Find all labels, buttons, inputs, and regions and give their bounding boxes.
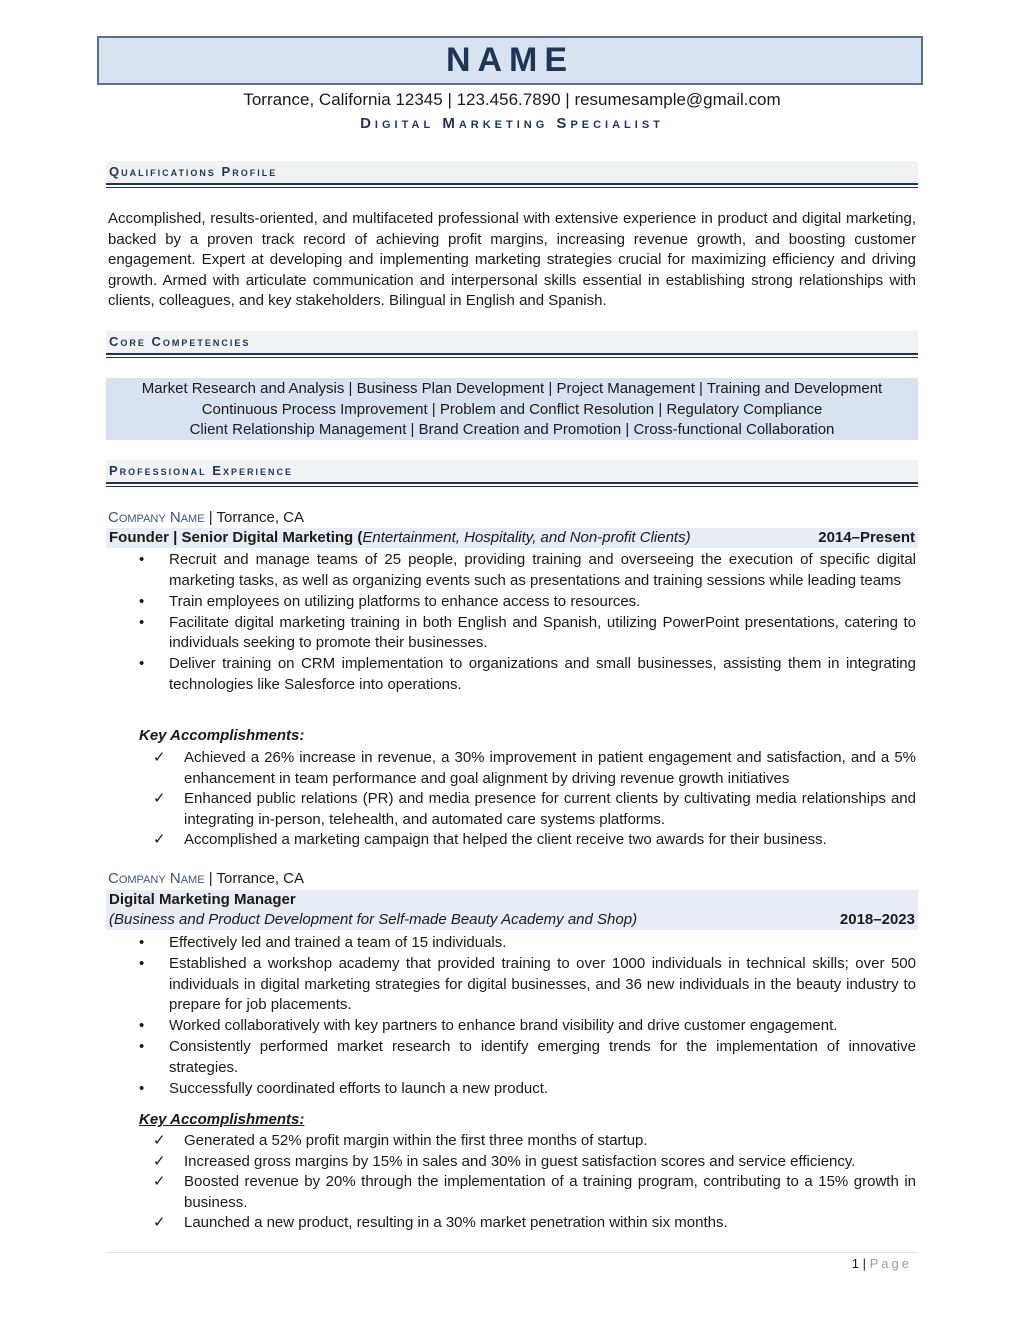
list-item: • Train employees on utilizing platforms to enhance access to resources. xyxy=(108,592,916,613)
section-title: Professional Experience xyxy=(109,463,293,478)
role-dates: 2014–Present xyxy=(818,529,915,546)
name-banner xyxy=(97,36,923,85)
list-item: ✓ Accomplished a marketing campaign that helped the client receive two awards for their business. xyxy=(108,830,916,851)
company-line xyxy=(108,870,304,887)
list-item: • Established a workshop academy that provided training to over 1000 individuals in technical skills; over 500 individuals in digital marketing strategies for digital businesses, and 36 new individuals in the beauty industry to prepare for job placements. xyxy=(108,954,916,1016)
role-title: Founder | Senior Digital Marketing xyxy=(109,529,358,546)
list-item: • Deliver training on CRM implementation to organizations and small businesses, assisting them in integrating technologies like Salesforce into operations. xyxy=(108,654,916,695)
role-detail: (Business and Product Development for Self-made Beauty Academy and Shop) xyxy=(109,911,638,928)
responsibility-list xyxy=(108,550,916,696)
role-title: Digital Marketing Manager xyxy=(109,891,296,908)
role-dates: 2018–2023 xyxy=(839,911,915,928)
competency-line: Client Relationship Management | Brand Creation and Promotion | Cross-functional Collaboration xyxy=(189,421,835,438)
accomplishments-heading: Key Accomplishments: xyxy=(139,727,305,744)
list-item: • Worked collaboratively with key partners to enhance brand visibility and drive customer engagement. xyxy=(108,1016,916,1037)
competency-line: Market Research and Analysis | Business Plan Development | Project Management | Training and Development xyxy=(141,380,883,397)
footer-divider xyxy=(106,1252,918,1253)
contact-line: Torrance, California 12345 | 123.456.7890 | resumesample@gmail.com xyxy=(243,90,781,109)
list-item: • Recruit and manage teams of 25 people, providing training and overseeing the execution of specific digital marketing tasks, as well as organizing events such as presentations and training sessions while leading teams xyxy=(108,550,916,591)
section-title: Qualifications Profile xyxy=(109,164,278,179)
section-header-qualifications xyxy=(106,161,918,189)
qualifications-summary: Accomplished, results-oriented, and multifaceted professional with extensive experience in product and digital marketing, backed by a proven track record of achieving profit margins, increasing revenue growth, and boosting customer engagement. Expert at developing and implementing marketing strategies crucial for maximizing efficiency and driving growth. Armed with articulate communication and interpersonal skills essential in establishing strong relationships with clients, colleagues, and key stakeholders. Bilingual in English and Spanish. xyxy=(108,210,916,309)
list-item: • Consistently performed market research to identify emerging trends for the implementation of innovative strategies. xyxy=(108,1037,916,1078)
list-item: ✓ Generated a 52% profit margin within the first three months of startup. xyxy=(108,1131,916,1152)
company-location: | Torrance, CA xyxy=(204,509,305,526)
list-item: • Facilitate digital marketing training in both English and Spanish, utilizing PowerPoint presentations, catering to individuals seeking to promote their businesses. xyxy=(108,613,916,654)
page-number: 1 xyxy=(851,1256,860,1271)
role-bar xyxy=(106,528,918,548)
role-paren: ( xyxy=(357,529,363,546)
company-name: Company Name xyxy=(108,509,205,526)
list-item: ✓ Launched a new product, resulting in a 30% market penetration within six months. xyxy=(108,1213,916,1234)
page-footer xyxy=(852,1256,912,1271)
company-name: Company Name xyxy=(108,870,205,887)
job-title: Digital Marketing Specialist xyxy=(360,115,664,132)
list-item: ✓ Increased gross margins by 15% in sales and 30% in guest satisfaction scores and service efficiency. xyxy=(108,1152,916,1173)
list-item: ✓ Enhanced public relations (PR) and media presence for current clients by cultivating media relationships and integrating in-person, telehealth, and automated care systems platforms. xyxy=(108,789,916,830)
section-header-experience xyxy=(106,460,918,488)
candidate-name: NAME xyxy=(445,41,575,79)
section-title: Core Competencies xyxy=(109,334,251,349)
company-line xyxy=(108,509,304,526)
page-separator: | xyxy=(859,1256,870,1271)
list-item: • Successfully coordinated efforts to launch a new product. xyxy=(108,1079,916,1100)
role-bar xyxy=(106,890,918,930)
company-location: | Torrance, CA xyxy=(204,870,305,887)
accomplishment-list xyxy=(108,748,916,851)
list-item: ✓ Achieved a 26% increase in revenue, a 30% improvement in patient engagement and satisfaction, and a 5% enhancement in team performance and goal alignment by driving revenue growth initiatives xyxy=(108,748,916,789)
page-label: Page xyxy=(869,1256,912,1271)
list-item: • Effectively led and trained a team of 15 individuals. xyxy=(108,933,916,954)
competency-line: Continuous Process Improvement | Problem and Conflict Resolution | Regulatory Compliance xyxy=(201,400,823,418)
accomplishments-heading: Key Accomplishments: xyxy=(139,1111,305,1128)
accomplishment-list xyxy=(108,1131,916,1234)
role-detail: Entertainment, Hospitality, and Non-profit Clients) xyxy=(362,529,691,546)
competencies-box xyxy=(106,378,918,440)
list-item: ✓ Boosted revenue by 20% through the implementation of a training program, contributing to a 15% growth in business. xyxy=(108,1172,916,1213)
responsibility-list xyxy=(108,933,916,1100)
section-header-competencies xyxy=(106,331,918,359)
